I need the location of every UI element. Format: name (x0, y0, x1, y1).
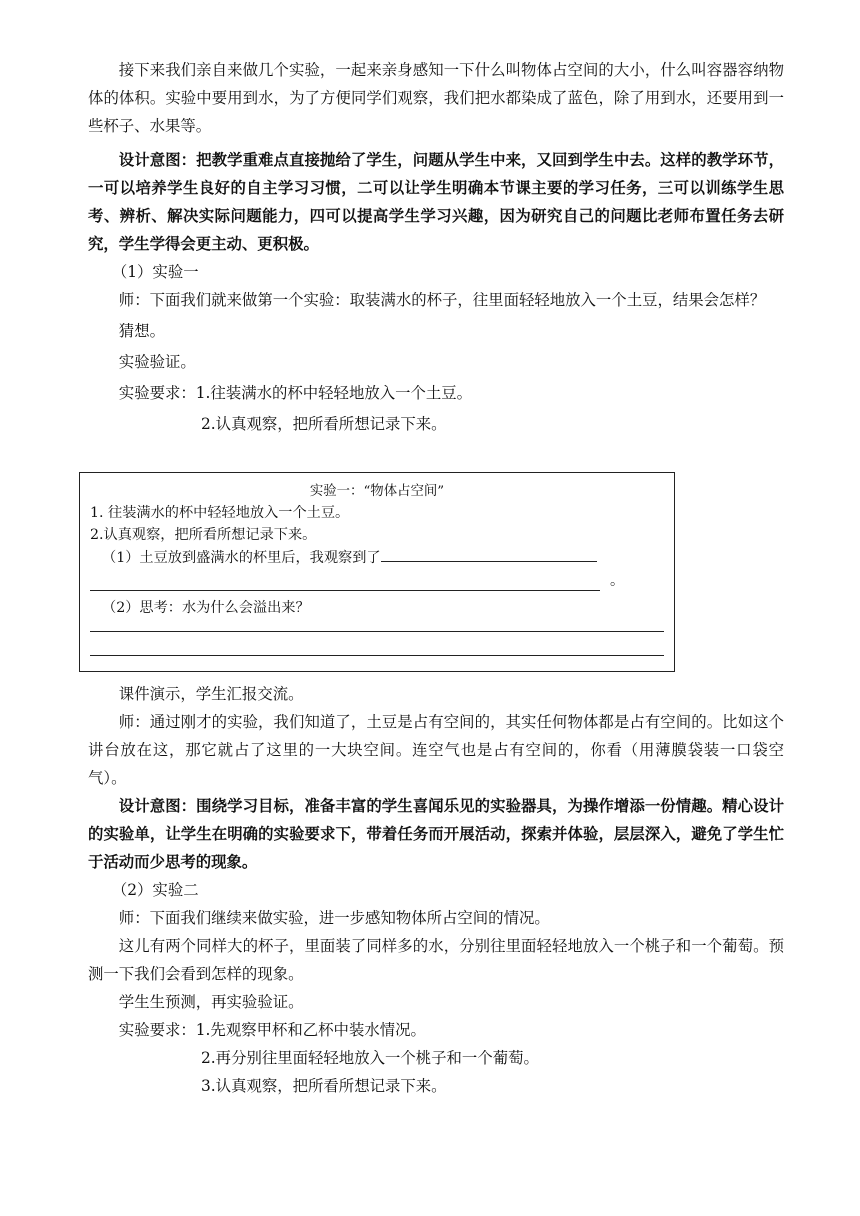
worksheet-question-2: （2）思考：水为什么会溢出来？ (102, 600, 310, 616)
requirement-2-1: 实验要求：1.先观察甲杯和乙杯中装水情况。 (118, 1021, 426, 1039)
two-cups-paragraph: 这儿有两个同样大的杯子，里面装了同样多的水，分别往里面轻轻地放入一个桃子和一个葡萄。预测一下我们会看到怎样的现象。 (88, 937, 784, 983)
requirement-2-3: 3.认真观察，把所看所想记录下来。 (201, 1077, 447, 1095)
predict-line: 学生生预测，再实验验证。 (118, 993, 304, 1011)
teacher-question-1: 师：下面我们就来做第一个实验：取装满水的杯子，往里面轻轻地放入一个土豆，结果会怎样？ (118, 291, 766, 309)
requirement-1-2: 2.认真观察，把所看所想记录下来。 (201, 415, 447, 433)
answer-blank-1[interactable] (381, 547, 597, 562)
guess-line: 猜想。 (118, 322, 165, 340)
worksheet-question-1-text: （1）土豆放到盛满水的杯里后，我观察到了 (102, 550, 381, 566)
requirement-2-2: 2.再分别往里面轻轻地放入一个桃子和一个葡萄。 (201, 1049, 539, 1067)
teacher-question-2: 师：下面我们继续来做实验，进一步感知物体所占空间的情况。 (118, 909, 550, 927)
requirement-1-1: 实验要求：1.往装满水的杯中轻轻地放入一个土豆。 (118, 384, 473, 402)
worksheet-line-1: 1. 往装满水的杯中轻轻地放入一个土豆。 (90, 505, 350, 521)
worksheet-question-1 (80, 546, 674, 570)
lower-section (88, 680, 784, 1100)
answer-line-4[interactable] (90, 655, 664, 656)
worksheet-answer-row (80, 570, 674, 594)
demo-line: 课件演示，学生汇报交流。 (118, 685, 304, 703)
worksheet-title: 实验一：“物体占空间” (309, 484, 445, 499)
design-intent-1: 设计意图：把教学重难点直接抛给了学生，问题从学生中来，又回到学生中去。这样的教学环节，一可以培养学生良好的自主学习习惯，二可以让学生明确本节课主要的学习任务，三可以训练学生思考、辨析、解决实际问题能力，四可以提高学生学习兴趣，因为研究自己的问题比老师布置任务去研究，学生学得会更主动、更积极。 (88, 151, 784, 253)
worksheet-box (79, 472, 675, 672)
experiment-2-heading: （2）实验二 (111, 881, 199, 899)
worksheet-question-1-end: 。 (610, 573, 625, 589)
upper-section (88, 56, 784, 438)
intro-paragraph: 接下来我们亲自来做几个实验，一起来亲身感知一下什么叫物体占空间的大小，什么叫容器容纳物体的体积。实验中要用到水，为了方便同学们观察，我们把水都染成了蓝色，除了用到水，还要用到一些杯子、水果等。 (88, 61, 784, 135)
answer-blank-2[interactable] (90, 576, 600, 591)
verify-line: 实验验证。 (118, 353, 196, 371)
worksheet-line-2: 2.认真观察，把所看所想记录下来。 (90, 527, 317, 543)
answer-line-3[interactable] (90, 631, 664, 632)
design-intent-2: 设计意图：围绕学习目标，准备丰富的学生喜闻乐见的实验器具，为操作增添一份情趣。精心设计的实验单，让学生在明确的实验要求下，带着任务而开展活动，探索并体验，层层深入，避免了学生忙于活动而少思考的现象。 (88, 797, 784, 871)
teacher-explanation: 师：通过刚才的实验，我们知道了，土豆是占有空间的，其实任何物体都是占有空间的。比如这个讲台放在这，那它就占了这里的一大块空间。连空气也是占有空间的，你看（用薄膜袋装一口袋空气）。 (88, 713, 784, 787)
experiment-1-heading: （1）实验一 (111, 263, 199, 281)
